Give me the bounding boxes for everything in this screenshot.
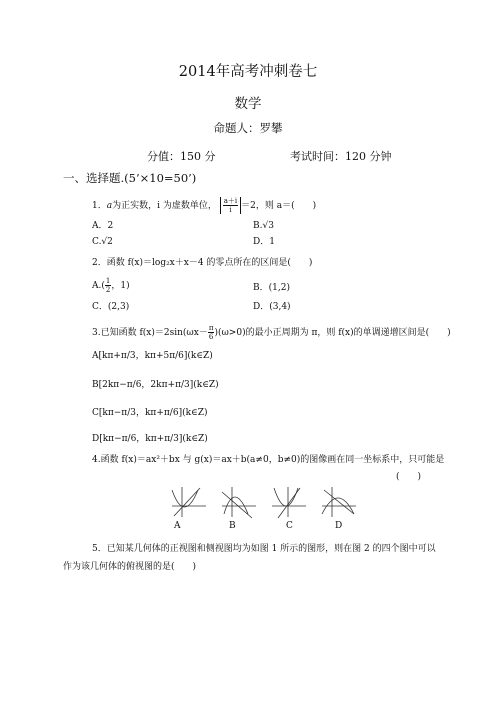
q3-option-a: A[kπ+π/3，kπ+5π/6](k∈Z) — [92, 351, 213, 361]
question-1-stem: 1．a为正实数，i 为虚数单位， $\frac{a+i}{i}$ ＝2，则 a＝( ) — [92, 197, 317, 214]
graph-c — [272, 487, 306, 518]
q1-option-a: A．2 — [92, 221, 114, 231]
question-3-stem: 3.已知函数 f(x)＝2sin(ωx－ $\frac{\pi}{6}$ )(ω>0)的最小正周期为 π，则 f(x)的单调递增区间是( ) — [92, 324, 451, 341]
q1-option-c: C.√2 — [92, 237, 113, 247]
question-5-line-2: 作为该几何体的俯视图的是( ) — [63, 562, 197, 572]
q1-option-d: D．1 — [253, 237, 275, 247]
graph-label-a: A — [174, 521, 181, 531]
time-info: 考试时间：120 分钟 — [290, 150, 392, 163]
question-4-stem: 4.函数 f(x)＝ax²＋bx 与 g(x)＝ax＋b(a≠0，b≠0)的图像画在同一坐标系中，只可能是 — [92, 455, 445, 465]
question-4-answer-paren: ( ) — [396, 472, 422, 482]
subject-title: 数学 — [234, 96, 262, 112]
abs-fraction: $\frac{a+i}{i}$ — [220, 197, 241, 214]
section-heading: 一、选择题.(5’×10=50’) — [63, 171, 197, 185]
graph-label-c: C — [286, 521, 293, 531]
q1-option-b: B.√3 — [253, 221, 274, 231]
q3-option-c: C[kπ−π/3，kπ+π/6](k∈Z) — [92, 408, 208, 418]
q3-option-d: D[kπ−π/6，kπ+π/3](k∈Z) — [92, 434, 208, 444]
author-line: 命题人：罗攀 — [213, 121, 283, 135]
graph-label-b: B — [229, 521, 236, 531]
q2-option-b: B．(1,2) — [253, 283, 290, 293]
question-5-line-1: 5．已知某几何体的正视图和侧视图均为如图 1 所示的图形，则在图 2 的四个图中可以 — [92, 544, 436, 554]
graph-a — [172, 487, 206, 517]
q4-graph-options — [170, 484, 370, 520]
graph-label-d: D — [335, 521, 343, 531]
question-2-stem: 2．函数 f(x)＝log₂x＋x－4 的零点所在的区间是( ) — [92, 258, 313, 268]
graph-d — [322, 487, 356, 517]
q2-option-a: A.( $\frac{1}{2}$ ，1) — [92, 277, 130, 294]
exam-title: 2014年高考冲刺卷七 — [178, 64, 318, 80]
q2-option-d: D．(3,4) — [253, 302, 291, 312]
score-info: 分值：150 分 — [147, 150, 216, 163]
q2-option-c: C．(2,3) — [92, 302, 130, 312]
graph-b — [222, 487, 256, 518]
q3-option-b: B[2kπ−π/6，2kπ+π/3](k∈Z) — [92, 380, 219, 390]
